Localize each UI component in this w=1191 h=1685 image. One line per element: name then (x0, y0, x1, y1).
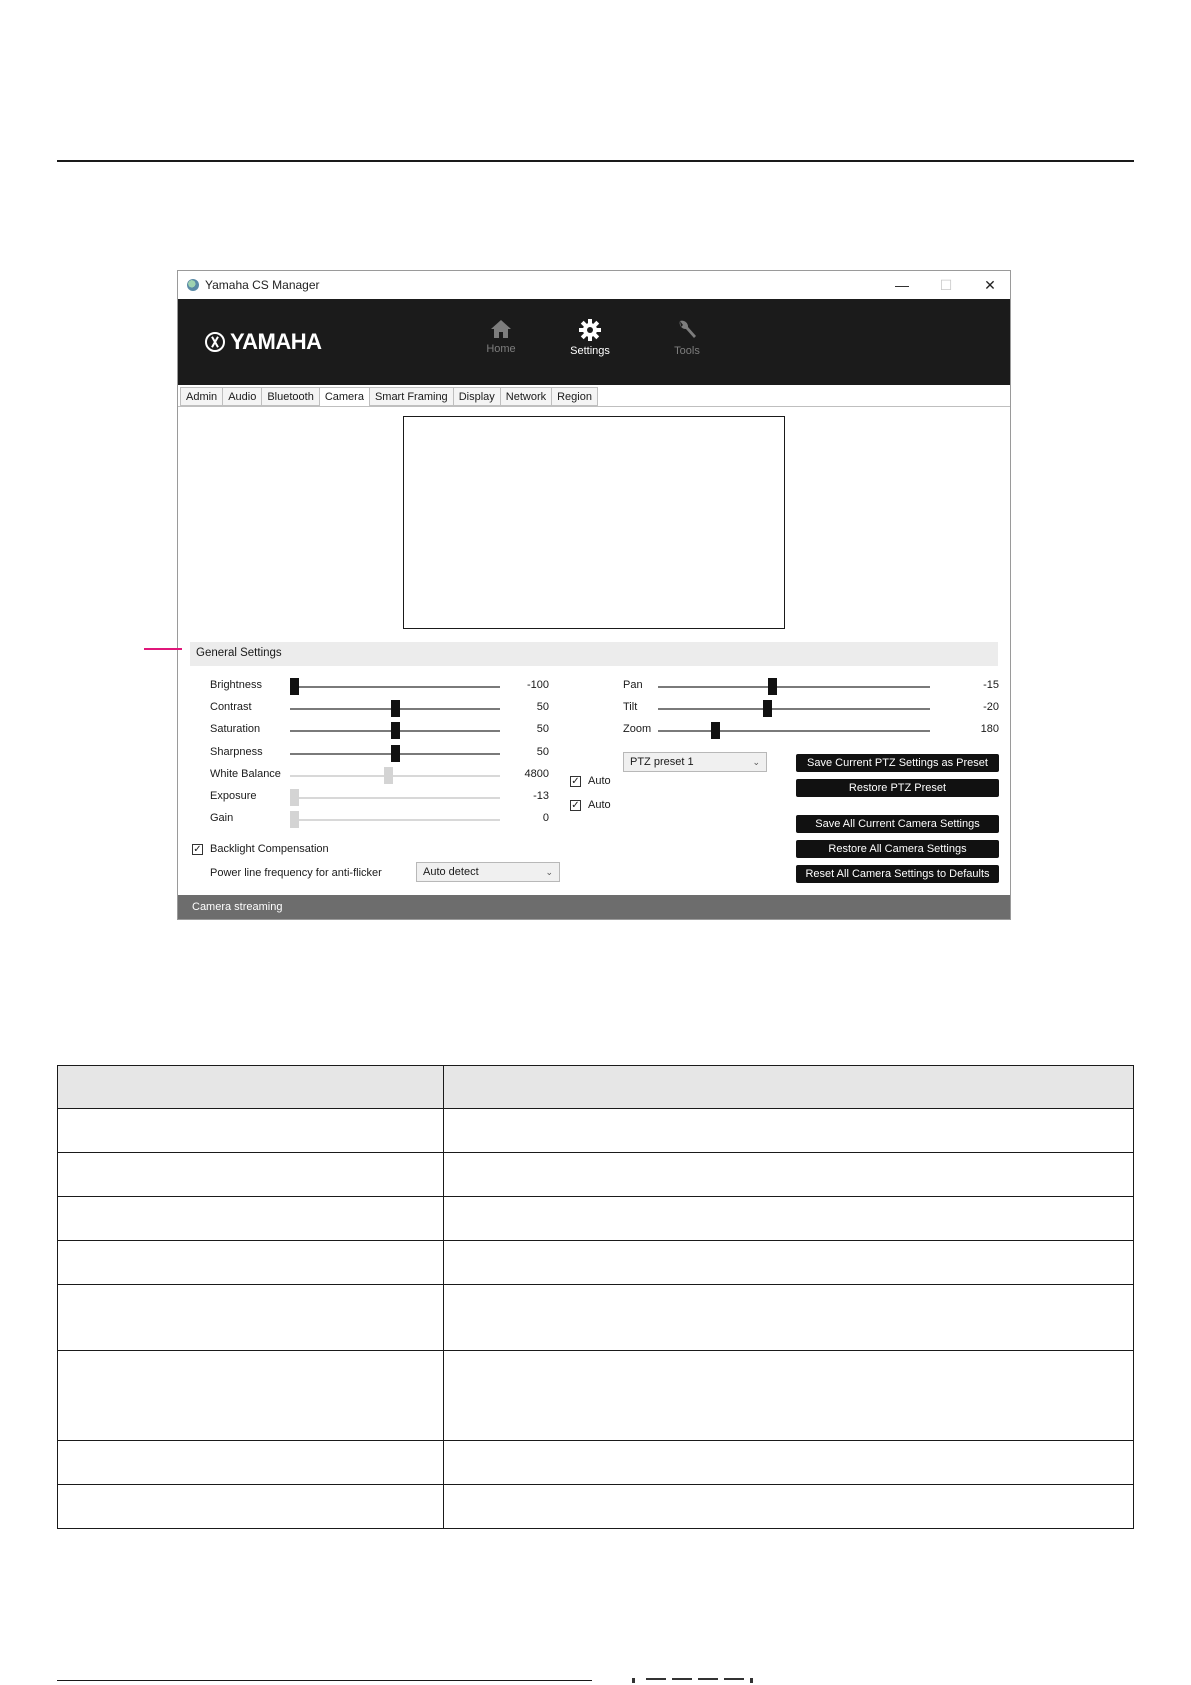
saturation-label: Saturation (210, 723, 261, 735)
table-row (58, 1285, 1134, 1351)
tab-region[interactable]: Region (551, 387, 598, 406)
camera-preview (403, 416, 785, 629)
power-line-value: Auto detect (423, 866, 479, 878)
gain-value: 0 (542, 812, 549, 824)
pan-label: Pan (623, 679, 643, 691)
gain-label: Gain (210, 812, 234, 824)
backlight-compensation-checkbox[interactable]: ✓ (193, 844, 202, 855)
chevron-down-icon: ⌄ (752, 757, 760, 767)
saturation-slider-thumb[interactable] (391, 722, 400, 739)
sharpness-label: Sharpness (210, 746, 263, 758)
close-button[interactable]: ✕ (984, 277, 996, 293)
tab-camera[interactable]: Camera (319, 387, 369, 407)
contrast-value: 50 (536, 701, 549, 713)
zoom-slider-thumb[interactable] (711, 722, 720, 739)
table-cell (444, 1241, 1134, 1285)
table-cell (58, 1441, 444, 1485)
exposure-auto-checkbox[interactable]: ✓ (571, 800, 580, 811)
top-rule (57, 160, 1134, 162)
table-cell (444, 1441, 1134, 1485)
saturation-slider[interactable] (290, 730, 500, 732)
app-window (177, 270, 1011, 920)
nav-settings[interactable] (555, 319, 625, 357)
white-balance-auto-checkbox[interactable]: ✓ (571, 776, 580, 787)
title-bar (178, 271, 1010, 299)
tab-bluetooth[interactable]: Bluetooth (261, 387, 318, 406)
restore-ptz-preset-button[interactable]: Restore PTZ Preset (796, 779, 999, 797)
table-cell (444, 1109, 1134, 1153)
table-row (58, 1351, 1134, 1441)
status-text: Camera streaming (192, 901, 283, 913)
minimize-button[interactable]: — (895, 277, 909, 293)
sharpness-slider-thumb[interactable] (391, 745, 400, 762)
wrench-icon (676, 319, 698, 341)
contrast-slider-thumb[interactable] (391, 700, 400, 717)
power-line-label: Power line frequency for anti-flicker (210, 867, 382, 879)
tab-network[interactable]: Network (500, 387, 551, 406)
pan-slider-thumb[interactable] (768, 678, 777, 695)
nav-tools[interactable] (652, 319, 722, 357)
exposure-slider[interactable] (290, 797, 500, 799)
tilt-slider[interactable] (658, 708, 930, 710)
table-cell (58, 1351, 444, 1441)
general-settings-header (190, 642, 998, 666)
table-cell (58, 1197, 444, 1241)
backlight-compensation-label: Backlight Compensation (210, 843, 329, 855)
save-ptz-preset-button[interactable]: Save Current PTZ Settings as Preset (796, 754, 999, 772)
brightness-label: Brightness (210, 679, 262, 691)
restore-all-camera-settings-button[interactable]: Restore All Camera Settings (796, 840, 999, 858)
footer-rule (57, 1680, 592, 1681)
table-row (58, 1153, 1134, 1197)
table-cell (444, 1351, 1134, 1441)
save-all-camera-settings-button[interactable]: Save All Current Camera Settings (796, 815, 999, 833)
contrast-slider[interactable] (290, 708, 500, 710)
zoom-slider[interactable] (658, 730, 930, 732)
zoom-label: Zoom (623, 723, 652, 735)
brightness-slider[interactable] (290, 686, 500, 688)
ptz-preset-value: PTZ preset 1 (630, 756, 694, 768)
ptz-preset-select[interactable] (623, 752, 767, 772)
window-title: Yamaha CS Manager (205, 278, 320, 292)
app-header (178, 299, 1010, 385)
tuning-fork-logo-icon (205, 332, 225, 352)
footer-decoration (632, 1678, 764, 1683)
table-header-cell (58, 1066, 444, 1109)
table-cell (58, 1153, 444, 1197)
table-cell (444, 1197, 1134, 1241)
exposure-value: -13 (533, 790, 549, 802)
status-bar (178, 895, 1010, 919)
tilt-label: Tilt (623, 701, 638, 713)
tab-display[interactable]: Display (453, 387, 500, 406)
nav-home-label: Home (486, 343, 516, 355)
saturation-value: 50 (536, 723, 549, 735)
exposure-label: Exposure (210, 790, 257, 802)
settings-table (57, 1065, 1134, 1529)
general-settings-title: General Settings (196, 647, 282, 659)
tilt-slider-thumb[interactable] (763, 700, 772, 717)
table-row (58, 1241, 1134, 1285)
table-row (58, 1441, 1134, 1485)
table-cell (444, 1153, 1134, 1197)
reset-camera-settings-button[interactable]: Reset All Camera Settings to Defaults (796, 865, 999, 883)
white-balance-slider-thumb[interactable] (384, 767, 393, 784)
pan-value: -15 (983, 679, 999, 691)
sharpness-value: 50 (536, 746, 549, 758)
nav-tools-label: Tools (674, 345, 700, 357)
home-icon (490, 319, 512, 339)
tab-audio[interactable]: Audio (222, 387, 261, 406)
table-cell (58, 1485, 444, 1529)
gain-slider[interactable] (290, 819, 500, 821)
gear-icon (579, 319, 601, 341)
white-balance-slider[interactable] (290, 775, 500, 777)
yamaha-logo: YAMAHA (205, 329, 322, 355)
sharpness-slider[interactable] (290, 753, 500, 755)
table-header-row (58, 1066, 1134, 1109)
white-balance-label: White Balance (210, 768, 281, 780)
tilt-value: -20 (983, 701, 999, 713)
pan-slider[interactable] (658, 686, 930, 688)
table-row (58, 1197, 1134, 1241)
brightness-slider-thumb[interactable] (290, 678, 299, 695)
app-icon (187, 279, 199, 291)
settings-tabs (180, 387, 598, 407)
exposure-auto-label: Auto (588, 799, 611, 811)
table-row (58, 1485, 1134, 1529)
table-cell (444, 1285, 1134, 1351)
zoom-value: 180 (980, 723, 999, 735)
table-header-cell (444, 1066, 1134, 1109)
tab-smart-framing[interactable]: Smart Framing (369, 387, 453, 406)
contrast-label: Contrast (210, 701, 252, 713)
tabs-divider (178, 406, 1010, 407)
table-cell (58, 1285, 444, 1351)
tab-admin[interactable]: Admin (180, 387, 222, 406)
white-balance-auto-label: Auto (588, 775, 611, 787)
callout-line (144, 648, 182, 650)
nav-home[interactable] (466, 319, 536, 355)
brightness-value: -100 (526, 679, 549, 691)
maximize-button[interactable]: ☐ (939, 277, 953, 293)
exposure-slider-thumb[interactable] (290, 789, 299, 806)
table-cell (58, 1241, 444, 1285)
nav-settings-label: Settings (570, 345, 610, 357)
table-row (58, 1109, 1134, 1153)
table-cell (58, 1109, 444, 1153)
chevron-down-icon: ⌄ (545, 867, 553, 877)
power-line-select[interactable] (416, 862, 560, 882)
table-cell (444, 1485, 1134, 1529)
gain-slider-thumb[interactable] (290, 811, 299, 828)
white-balance-value: 4800 (524, 768, 549, 780)
